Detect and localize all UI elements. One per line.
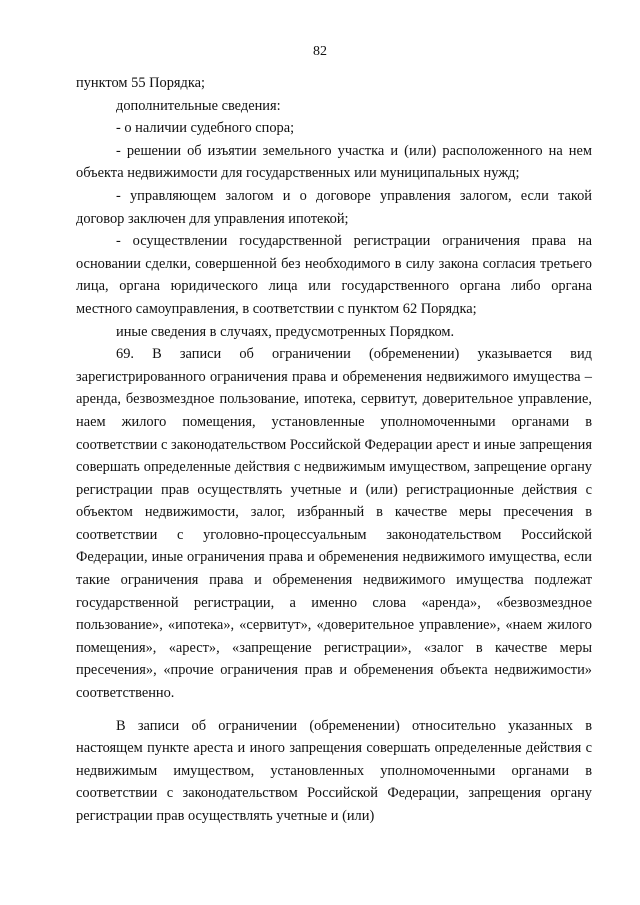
paragraph-2: дополнительные сведения: bbox=[116, 97, 281, 114]
paragraph-8: 69. В записи об ограничении (обременении) указывается вид зарегистрированного ограничения права и обременения недвижимого имущества – аренда, безвозмездное пользование, ипотека, сервитут, доверительное управление, наем жилого помещения, установленные уполномоченными органами в соответствии с законодательством Российской Федерации арест и иные запрещения совершать определенные действия с недвижимым имуществом, запрещение органу регистрации прав осуществлять учетные и (или) регистрационные действия с объектом недвижимости, залог, избранный в качестве меры пресечения в соответствии с уголовно-процессуальным законодательством Российской Федерации, иные ограничения права и обременения недвижимого имущества, если такие ограничения права и обременения недвижимого имущества подлежат государственной регистрации, а именно слова «аренда», «безвозмездное пользование», «ипотека», «сервитут», «доверительное управление», «наем жилого помещения», «арест», «запрещение регистрации», «залог в качестве меры пресечения», «прочие ограничения прав и обременения объекта недвижимости» соответственно. bbox=[76, 346, 592, 702]
page-number: 82 bbox=[313, 44, 327, 59]
paragraph-6: - осуществлении государственной регистрации ограничения права на основании сделки, совершенной без необходимого в силу закона согласия третьего лица, органа юридического лица или государственного органа либо органа местного самоуправления, в соответствии с пунктом 62 Порядка; bbox=[76, 233, 592, 317]
paragraph-7: иные сведения в случаях, предусмотренных Порядком. bbox=[116, 323, 455, 340]
paragraph-1: пунктом 55 Порядка; bbox=[76, 75, 205, 91]
paragraph-4: - решении об изъятии земельного участка и (или) расположенного на нем объекта недвижимости для государственных или муниципальных нужд; bbox=[76, 142, 592, 182]
document-body bbox=[76, 72, 592, 828]
paragraph-3: - о наличии судебного спора; bbox=[116, 120, 295, 137]
paragraph-9: В записи об ограничении (обременении) относительно указанных в настоящем пункте ареста и иного запрещения совершать определенные действия с недвижимым имуществом, установленных уполномоченными органами в соответствии с законодательством Российской Федерации, запрещения органу регистрации прав осуществлять учетные и (или) bbox=[76, 717, 592, 824]
paragraph-5: - управляющем залогом и о договоре управления залогом, если такой договор заключен для управления ипотекой; bbox=[76, 187, 592, 227]
